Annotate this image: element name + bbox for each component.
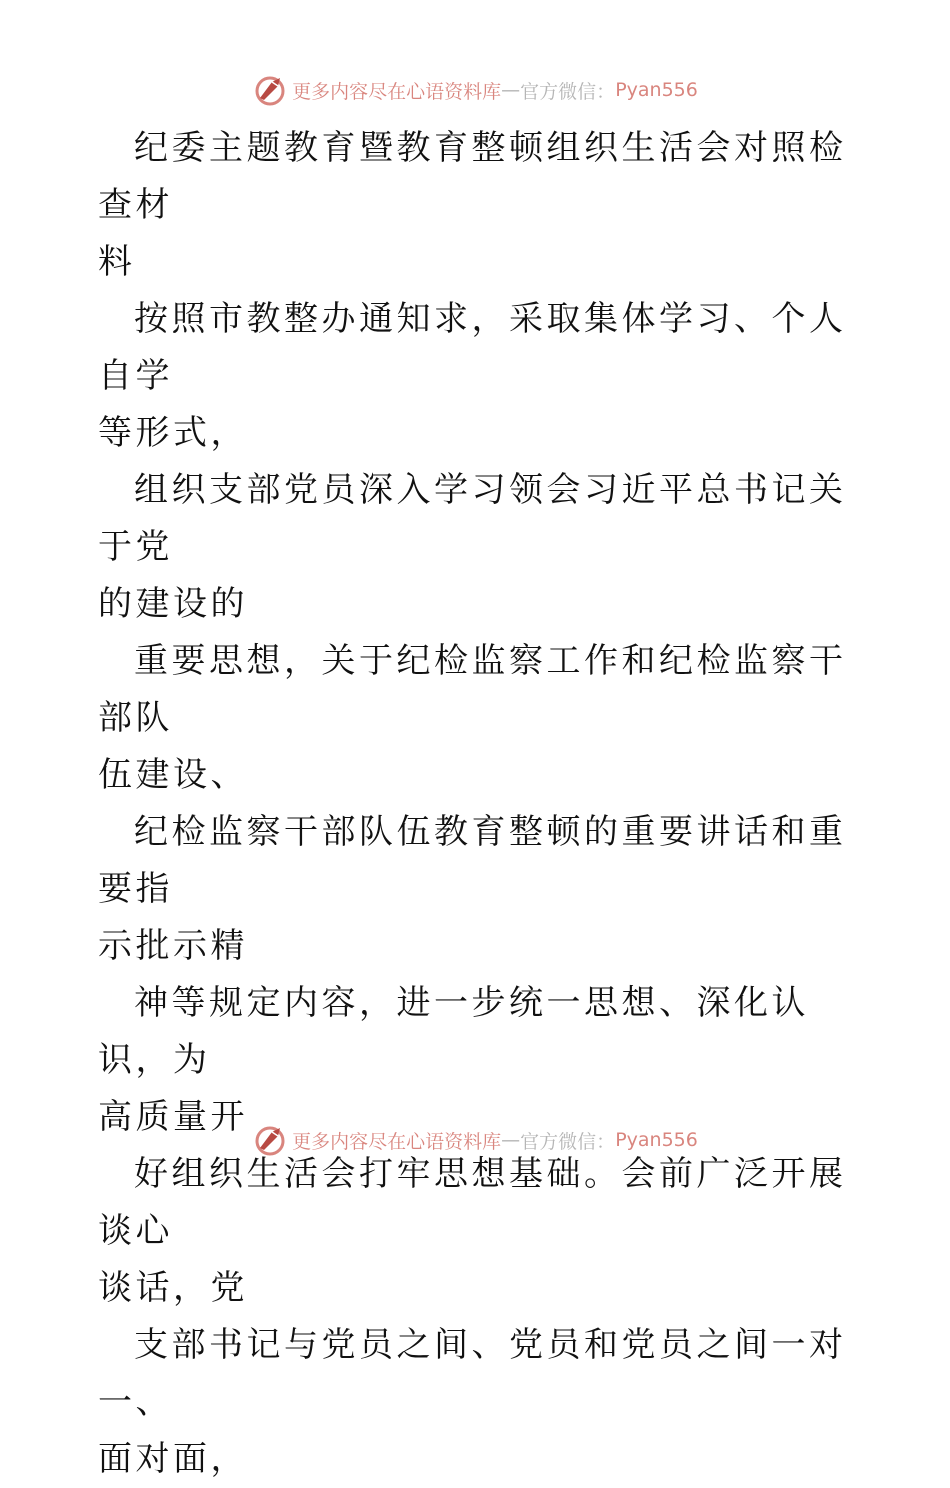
paragraph-6-line-2: 高质量开 xyxy=(98,1097,248,1137)
document-body xyxy=(98,120,858,1488)
paragraph-8 xyxy=(98,1317,858,1488)
pen-nib-logo-icon xyxy=(252,1122,288,1158)
watermark-wechat-id: Pyan556 xyxy=(615,79,698,101)
watermark-main-text: 更多内容尽在心语资料库 xyxy=(292,1130,502,1153)
paragraph-2-line-2: 等形式， xyxy=(98,413,248,453)
paragraph-7-line-2: 谈话，党 xyxy=(98,1268,248,1308)
paragraph-1-line-2: 料 xyxy=(98,242,136,282)
watermark-wechat-label: 官方微信： xyxy=(520,1130,616,1153)
paragraph-4 xyxy=(98,633,858,804)
paragraph-7-line-1: 好组织生活会打牢思想基础。会前广泛开展谈心 xyxy=(98,1154,847,1251)
paragraph-2-line-1: 按照市教整办通知求，采取集体学习、个人自学 xyxy=(98,299,847,396)
watermark-main-text: 更多内容尽在心语资料库 xyxy=(292,80,502,103)
watermark-dash: — xyxy=(501,1129,521,1151)
paragraph-8-line-2: 面对面， xyxy=(98,1439,248,1479)
watermark-dash: — xyxy=(501,79,521,101)
paragraph-5-line-2: 示批示精 xyxy=(98,926,248,966)
paragraph-5 xyxy=(98,804,858,975)
paragraph-4-line-2: 伍建设、 xyxy=(98,755,248,795)
paragraph-1-line-1: 纪委主题教育暨教育整顿组织生活会对照检查材 xyxy=(98,128,847,225)
header-watermark xyxy=(0,70,950,110)
paragraph-2 xyxy=(98,291,858,462)
paragraph-3-line-1: 组织支部党员深入学习领会习近平总书记关于党 xyxy=(98,470,847,567)
paragraph-6-line-1: 神等规定内容，进一步统一思想、深化认识，为 xyxy=(98,983,809,1080)
paragraph-7 xyxy=(98,1146,858,1317)
paragraph-5-line-1: 纪检监察干部队伍教育整顿的重要讲话和重要指 xyxy=(98,812,847,909)
pen-nib-logo-icon xyxy=(252,72,288,108)
watermark-wechat-id: Pyan556 xyxy=(615,1129,698,1151)
paragraph-3 xyxy=(98,462,858,633)
paragraph-4-line-1: 重要思想，关于纪检监察工作和纪检监察干部队 xyxy=(98,641,847,738)
paragraph-1 xyxy=(98,120,858,291)
paragraph-3-line-2: 的建设的 xyxy=(98,584,248,624)
watermark-wechat-label: 官方微信： xyxy=(520,80,616,103)
footer-watermark xyxy=(0,1120,950,1160)
paragraph-8-line-1: 支部书记与党员之间、党员和党员之间一对一、 xyxy=(98,1325,847,1422)
